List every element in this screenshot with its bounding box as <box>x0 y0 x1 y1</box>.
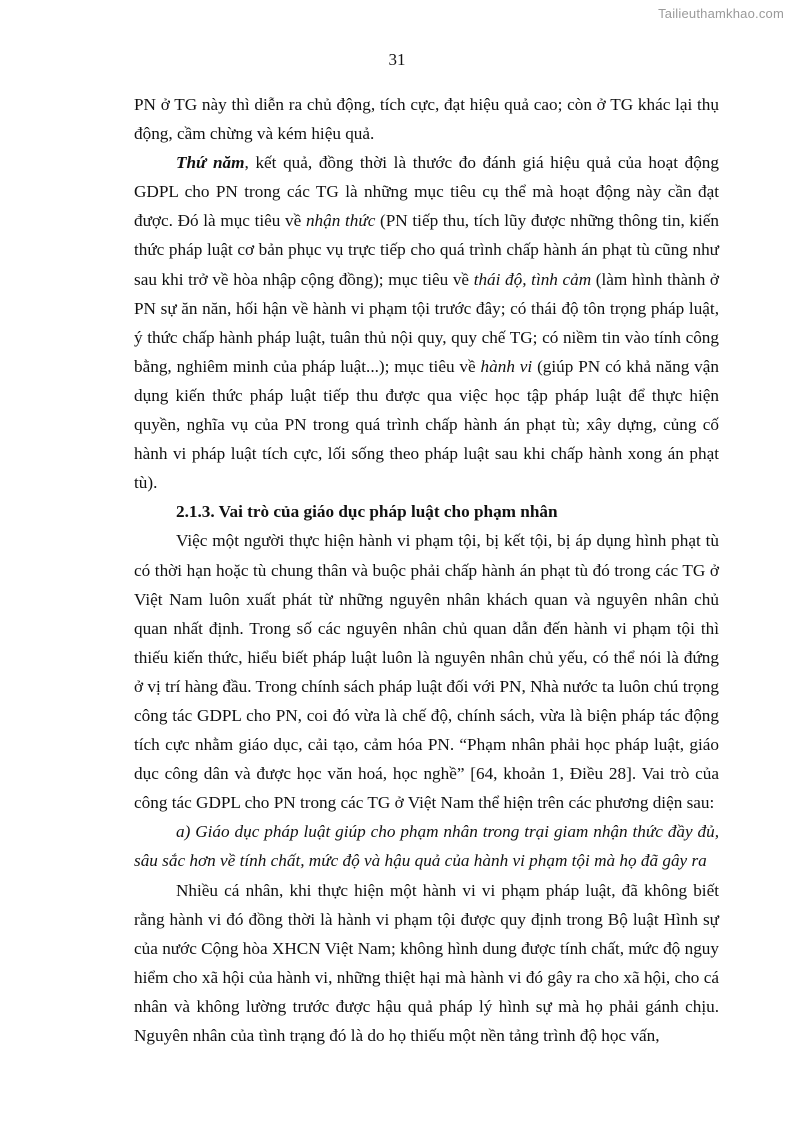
term-cognition: nhận thức <box>305 211 376 231</box>
paragraph-2-text-3: (làm hình thành ở PN sự ăn năn, hối hận về hành vi phạm tội trước đây; có thái độ tôn trọng pháp luật, ý thức chấp hành pháp luật, tuân thủ nội quy, quy chế TG; có niềm tin vào tính công bằng, nghiêm minh của pháp luật...); mục tiêu về <box>134 269 720 376</box>
term-behavior: hành vi <box>480 356 533 376</box>
paragraph-4: Nhiều cá nhân, khi thực hiện một hành vi vi phạm pháp luật, đã không biết rằng hành vi đó đồng thời là hành vi phạm tội được quy định trong Bộ luật Hình sự của nước Cộng hòa XHCN Việt Nam; không hình dung được tính chất, mức độ nguy hiểm cho xã hội của hành vi, những thiệt hại mà hành vi đó gây ra cho xã hội, cho cá nhân và không lường trước được hậu quả pháp lý hình sự mà họ phải gánh chịu. Nguyên nhân của tình trạng đó là do họ thiếu một nền tảng trình độ học vấn, <box>134 880 719 1045</box>
paragraph-3: Việc một người thực hiện hành vi phạm tội, bị kết tội, bị áp dụng hình phạt tù có thời hạn hoặc tù chung thân và buộc phải chấp hành án phạt tù đó trong các TG ở Việt Nam luôn xuất phát từ những nguyên nhân khách quan và nguyên nhân chủ quan nhất định. Trong số các nguyên nhân chủ quan dẫn đến hành vi phạm tội thì thiếu kiến thức, hiểu biết pháp luật luôn là nguyên nhân chủ yếu, có thể nói là đứng ở vị trí hàng đầu. Trong chính sách pháp luật đối với PN, Nhà nước ta luôn chú trọng công tác GDPL cho PN, coi đó vừa là chế độ, chính sách, vừa là biện pháp tác động tích cực nhằm giáo dục, cải tạo, cảm hóa PN. “Phạm nhân phải học pháp luật, giáo dục công dân và được học văn hoá, học nghề” [64, khoản 1, Điều 28]. Vai trò của công tác GDPL cho PN trong các TG ở Việt Nam thể hiện trên các phương diện sau: <box>134 531 719 813</box>
page-number: 31 <box>388 50 406 69</box>
paragraph-2 <box>134 148 719 497</box>
subsection-heading: a) Giáo dục pháp luật giúp cho phạm nhân trong trại giam nhận thức đầy đủ, sâu sắc hơn về tính chất, mức độ và hậu quả của hành vi phạm tội mà họ đã gây ra <box>134 822 719 871</box>
paragraph-2-text-1: , kết quả, đồng thời là thước đo đánh giá hiệu quả của hoạt động GDPL cho PN trong các TG là những mục tiêu cụ thể mà hoạt động này cần đạt được. Đó là mục tiêu về <box>134 153 719 231</box>
document-body <box>134 90 719 1050</box>
watermark: Tailieuthamkhao.com <box>658 6 784 21</box>
lead-term: Thứ năm <box>176 153 245 173</box>
section-heading: 2.1.3. Vai trò của giáo dục pháp luật cho phạm nhân <box>176 502 558 522</box>
paragraph-1: PN ở TG này thì diễn ra chủ động, tích cực, đạt hiệu quả cao; còn ở TG khác lại thụ động, cầm chừng và kém hiệu quả. <box>134 95 719 144</box>
paragraph-2-text-2: (PN tiếp thu, tích lũy được những thông tin, kiến thức pháp luật cơ bản phục vụ trực tiếp cho quá trình chấp hành án phạt tù cũng như sau khi trở về hòa nhập cộng đồng); mục tiêu về <box>134 211 720 289</box>
paragraph-2-text-4: (giúp PN có khả năng vận dụng kiến thức pháp luật tiếp thu được qua việc học tập pháp luật để thực hiện quyền, nghĩa vụ của PN trong quá trình chấp hành án phạt tù; xây dựng, củng cố hành vi pháp luật tích cực, lối sống theo pháp luật sau khi chấp hành xong án phạt tù). <box>134 356 719 493</box>
term-attitude: thái độ, tình cảm <box>473 269 592 289</box>
